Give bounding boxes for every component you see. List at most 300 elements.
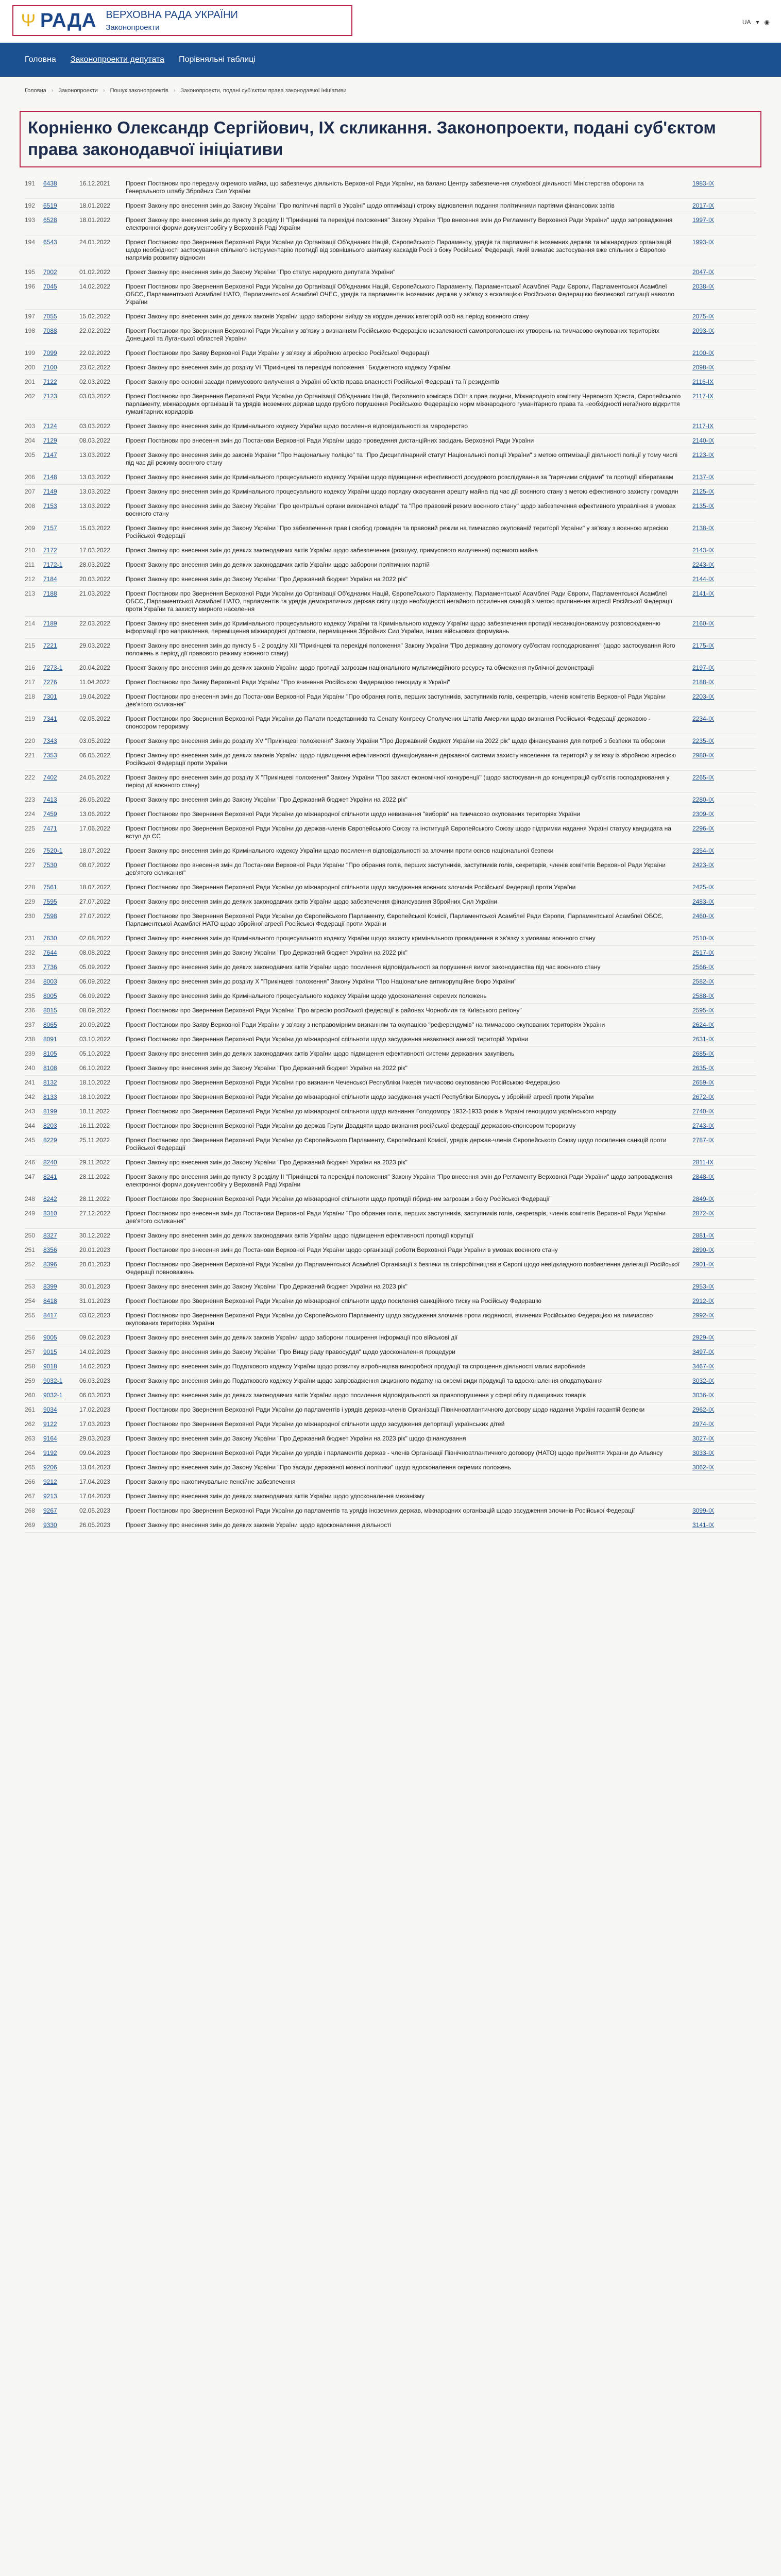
registration-number-link[interactable]: 9032-1 <box>43 1392 63 1399</box>
registration-number-link[interactable]: 7055 <box>43 313 57 320</box>
registration-number-link[interactable]: 7148 <box>43 473 57 481</box>
act-number-link[interactable]: 2566-IX <box>692 963 715 971</box>
registration-date: 03.10.2022 <box>79 1036 111 1043</box>
nav-item-home[interactable]: Головна <box>25 55 56 64</box>
registration-number-link[interactable]: 9015 <box>43 1348 57 1355</box>
registration-number-link[interactable]: 7301 <box>43 693 57 700</box>
row-number: 260 <box>25 1392 36 1399</box>
table-row <box>25 1280 756 1294</box>
registration-number-link[interactable]: 8065 <box>43 1021 57 1028</box>
row-number: 264 <box>25 1449 36 1456</box>
act-number-link[interactable]: 1993-IX <box>692 239 715 246</box>
row-number: 255 <box>25 1312 36 1319</box>
act-number-link[interactable]: 2517-IX <box>692 949 715 956</box>
act-number-link[interactable]: 2160-IX <box>692 620 715 627</box>
table-row <box>25 749 756 771</box>
registration-number-link[interactable]: 8105 <box>43 1050 57 1057</box>
act-number-link[interactable]: 2980-IX <box>692 752 715 759</box>
row-number: 238 <box>25 1036 36 1043</box>
registration-number-link[interactable]: 8240 <box>43 1159 57 1166</box>
registration-number-link[interactable]: 7184 <box>43 575 57 583</box>
act-number-link[interactable]: 2117-IX <box>692 422 714 430</box>
act-number-link[interactable]: 2354-IX <box>692 847 715 854</box>
registration-number-link[interactable]: 7402 <box>43 774 57 781</box>
registration-number-link[interactable]: 9032-1 <box>43 1377 63 1384</box>
row-number: 232 <box>25 949 36 956</box>
act-number-link[interactable]: 2075-IX <box>692 313 715 320</box>
registration-number-link[interactable]: 6543 <box>43 239 57 246</box>
registration-number-link[interactable]: 9018 <box>43 1363 57 1370</box>
breadcrumb-item-bills[interactable]: Законопроекти <box>58 88 98 94</box>
registration-number-link[interactable]: 8327 <box>43 1232 57 1239</box>
act-number-link[interactable]: 2811-IX <box>692 1159 714 1166</box>
row-number: 192 <box>25 202 36 209</box>
row-number: 253 <box>25 1283 36 1290</box>
breadcrumb-item-current: Законопроекти, подані суб'єктом права законодавчої ініціативи <box>180 88 347 94</box>
act-number-link[interactable]: 2143-IX <box>692 547 715 554</box>
table-row <box>25 1417 756 1432</box>
table-row <box>25 1446 756 1461</box>
bill-title: Проект Закону про внесення змін до деяких законодавчих актів України щодо підвищення ефективності системи державних закупівель <box>126 1050 515 1057</box>
registration-date: 26.05.2022 <box>79 796 111 803</box>
registration-date: 11.04.2022 <box>79 679 110 686</box>
act-number-link[interactable]: 2912-IX <box>692 1297 715 1304</box>
registration-number-link[interactable]: 7002 <box>43 268 57 276</box>
act-number-link[interactable]: 2423-IX <box>692 861 715 869</box>
bill-title: Проект Постанови про Заяву Верховної Ради України у зв'язку з неправомірним визнанням та окупацією "референдумів" на тимчасово окупованих територіях України <box>126 1021 605 1028</box>
bill-title: Проект Закону про внесення змін до Закону України "Про забезпечення прав і свобод громадян та правовий режим на тимчасово окупованій території України" у зв'язку з воєнною агресією Російської Федерації <box>126 524 669 539</box>
row-number: 235 <box>25 992 36 999</box>
act-number-link[interactable]: 3062-IX <box>692 1464 715 1471</box>
registration-number-link[interactable]: 7189 <box>43 620 57 627</box>
registration-number-link[interactable]: 7341 <box>43 715 57 722</box>
act-number-link[interactable]: 2100-IX <box>692 349 715 357</box>
act-number-link[interactable]: 2116-IX <box>692 378 714 385</box>
registration-date: 24.01.2022 <box>79 239 111 246</box>
registration-date: 17.03.2022 <box>79 547 111 554</box>
registration-number-link[interactable]: 7147 <box>43 451 57 459</box>
bill-title: Проект Закону про внесення змін до деяких законодавчих актів України щодо заборони політичних партій <box>126 561 430 568</box>
table-row <box>25 1018 756 1032</box>
row-number: 254 <box>25 1297 36 1304</box>
act-number-link[interactable]: 2098-IX <box>692 364 715 371</box>
bill-title: Проект Закону про внесення змін до деяких законодавчих актів України щодо посилення відповідальності за порушення вимог законодавства під час воєнного стану <box>126 963 601 971</box>
row-number: 195 <box>25 268 36 276</box>
site-subtitle: Законопроекти <box>106 23 160 32</box>
row-number: 204 <box>25 437 36 444</box>
bill-title: Проект Постанови про внесення змін до Постанови Верховної Ради України щодо організації роботи Верховної Ради України в умовах воєнного стану <box>126 1246 558 1253</box>
bill-title: Проект Закону про внесення змін до Закону України "Про Державний бюджет України на 2022 рік" <box>126 796 408 803</box>
table-row <box>25 617 756 639</box>
registration-date: 08.08.2022 <box>79 949 111 956</box>
registration-number-link[interactable]: 7530 <box>43 861 57 869</box>
act-number-link[interactable]: 3099-IX <box>692 1507 715 1514</box>
registration-number-link[interactable]: 9212 <box>43 1478 57 1485</box>
table-row <box>25 675 756 690</box>
act-number-link[interactable]: 2093-IX <box>692 327 715 334</box>
bill-title: Проект Закону про внесення змін до деяких законів України щодо заборони виїзду за кордон деяких категорій осіб на період воєнного стану <box>126 313 529 320</box>
registration-date: 31.01.2023 <box>79 1297 111 1304</box>
breadcrumb-separator: › <box>173 88 176 94</box>
table-row <box>25 1432 756 1446</box>
registration-date: 18.07.2022 <box>79 847 111 854</box>
bill-title: Проект Закону про внесення змін до розділу X "Прикінцеві положення" Закону України "Про захист економічної конкуренції" (щодо застосування до концентрацій суб'єктів господарювання у період дії воєнного стану) <box>126 774 670 789</box>
breadcrumb-item-search[interactable]: Пошук законопроектів <box>110 88 168 94</box>
registration-number-link[interactable]: 8242 <box>43 1195 57 1202</box>
registration-number-link[interactable]: 7100 <box>43 364 57 371</box>
table-row <box>25 1170 756 1192</box>
registration-date: 15.02.2022 <box>79 313 111 320</box>
row-number: 258 <box>25 1363 36 1370</box>
row-number: 231 <box>25 935 36 942</box>
bill-title: Проект Постанови про Звернення Верховної Ради України до міжнародної спільноти щодо невизнання "виборів" на тимчасово окупованих територіях України <box>126 810 581 818</box>
bill-title: Проект Закону про внесення змін до Закону України "Про Державний бюджет України на 2023 рік" <box>126 1283 408 1290</box>
registration-number-link[interactable]: 8133 <box>43 1093 57 1100</box>
registration-date: 20.01.2023 <box>79 1246 111 1253</box>
registration-number-link[interactable]: 7413 <box>43 796 57 803</box>
bill-title: Проект Постанови про Звернення Верховної Ради України до Європейського Парламенту щодо засудження злочинів проти людяності, вчинених Російською Федерацією на тимчасово окупованих територіях України <box>126 1312 653 1327</box>
table-row <box>25 1258 756 1280</box>
registration-number-link[interactable]: 9267 <box>43 1507 57 1514</box>
registration-number-link[interactable]: 8229 <box>43 1137 57 1144</box>
registration-date: 18.10.2022 <box>79 1079 111 1086</box>
act-number-link[interactable]: 2740-IX <box>692 1108 715 1115</box>
registration-number-link[interactable]: 7045 <box>43 283 57 290</box>
act-number-link[interactable]: 3033-IX <box>692 1449 715 1456</box>
registration-date: 20.03.2022 <box>79 575 111 583</box>
table-row <box>25 1388 756 1403</box>
act-number-link[interactable]: 2265-IX <box>692 774 715 781</box>
table-row <box>25 346 756 361</box>
row-number: 251 <box>25 1246 36 1253</box>
bill-title: Проект Постанови про Звернення Верховної Ради України до Парламентської Асамблеї Організації з безпеки та співробітництва в Європі щодо невідкладного позбавлення делегації Російської Федерації повноважень <box>126 1261 680 1276</box>
row-number: 216 <box>25 664 36 671</box>
act-number-link[interactable]: 2234-IX <box>692 715 715 722</box>
site-logo[interactable] <box>12 5 352 36</box>
act-number-link[interactable]: 2685-IX <box>692 1050 715 1057</box>
registration-number-link[interactable]: 8241 <box>43 1173 57 1180</box>
registration-date: 26.05.2023 <box>79 1521 111 1529</box>
registration-number-link[interactable]: 9213 <box>43 1493 57 1500</box>
act-number-link[interactable]: 3467-IX <box>692 1363 715 1370</box>
act-number-link[interactable]: 2460-IX <box>692 912 715 920</box>
registration-number-link[interactable]: 8091 <box>43 1036 57 1043</box>
row-number: 203 <box>25 422 36 430</box>
registration-number-link[interactable]: 8005 <box>43 992 57 999</box>
table-row <box>25 1475 756 1489</box>
act-number-link[interactable]: 2849-IX <box>692 1195 715 1202</box>
registration-number-link[interactable]: 8108 <box>43 1064 57 1072</box>
registration-number-link[interactable]: 8399 <box>43 1283 57 1290</box>
bill-title: Проект Постанови про Звернення Верховної Ради України "Про агресію російської федерації в районах Чорнобиля та Київського регіону" <box>126 1007 522 1014</box>
registration-number-link[interactable]: 8396 <box>43 1261 57 1268</box>
act-number-link[interactable]: 2138-IX <box>692 524 715 532</box>
bill-title: Проект Закону про внесення змін до Закону України "Про центральні органи виконавчої влади" та "Про правовий режим воєнного стану" щодо забезпечення ефективного управління в умовах воєнного стану <box>126 502 676 517</box>
row-number: 194 <box>25 239 36 246</box>
act-number-link[interactable]: 2296-IX <box>692 825 715 832</box>
act-number-link[interactable]: 1983-IX <box>692 180 715 187</box>
registration-number-link[interactable]: 7122 <box>43 378 57 385</box>
bill-title: Проект Постанови про Звернення Верховної Ради України до Організації Об'єднаних Націй, Європейського Парламенту, Парламентської Асамблеї Ради Європи, Парламентської Асамблеї ОБСЄ, Парламентської Асамблеї НАТО, парламентів та урядів демократичних держав світу щодо необхідності негайного посилення санкцій з метою припинення агресії Російської Федерації проти України та захисту мирного населення <box>126 590 673 613</box>
act-number-link[interactable]: 2582-IX <box>692 978 715 985</box>
act-number-link[interactable]: 3027-IX <box>692 1435 715 1442</box>
registration-number-link[interactable]: 7459 <box>43 810 57 818</box>
row-number: 247 <box>25 1173 36 1180</box>
nav-item-comparison-tables[interactable]: Порівняльні таблиці <box>179 55 256 64</box>
registration-number-link[interactable]: 9005 <box>43 1334 57 1341</box>
bill-title: Проект Постанови про Заяву Верховної Ради України "Про вчинення Російською Федерацією геноциду в Україні" <box>126 679 450 686</box>
registration-date: 25.11.2022 <box>79 1137 110 1144</box>
act-number-link[interactable]: 2235-IX <box>692 737 715 744</box>
table-row <box>25 1360 756 1374</box>
registration-number-link[interactable]: 7088 <box>43 327 57 334</box>
registration-date: 06.10.2022 <box>79 1064 111 1072</box>
table-row <box>25 1461 756 1475</box>
registration-number-link[interactable]: 9034 <box>43 1406 57 1413</box>
chevron-down-icon[interactable]: ▾ <box>756 19 759 26</box>
act-number-link[interactable]: 2743-IX <box>692 1122 715 1129</box>
registration-number-link[interactable]: 8132 <box>43 1079 57 1086</box>
registration-date: 08.03.2022 <box>79 437 111 444</box>
row-number: 224 <box>25 810 36 818</box>
table-row <box>25 1489 756 1504</box>
act-number-link[interactable]: 2962-IX <box>692 1406 715 1413</box>
registration-number-link[interactable]: 7188 <box>43 590 57 597</box>
act-number-link[interactable]: 2588-IX <box>692 992 715 999</box>
table-row <box>25 1294 756 1309</box>
act-number-link[interactable]: 2197-IX <box>692 664 715 671</box>
registration-date: 13.03.2022 <box>79 451 111 459</box>
act-number-link[interactable]: 2787-IX <box>692 1137 715 1144</box>
table-row <box>25 1032 756 1047</box>
table-row <box>25 177 756 199</box>
registration-number-link[interactable]: 7221 <box>43 642 57 649</box>
registration-number-link[interactable]: 7273-1 <box>43 664 63 671</box>
act-number-link[interactable]: 1997-IX <box>692 216 715 224</box>
registration-date: 17.02.2023 <box>79 1406 111 1413</box>
row-number: 239 <box>25 1050 36 1057</box>
registration-number-link[interactable]: 9192 <box>43 1449 57 1456</box>
bill-title: Проект Закону про внесення змін до розділу VI "Прикінцеві та перехідні положення" Бюджетного кодексу України <box>126 364 451 371</box>
act-number-link[interactable]: 2631-IX <box>692 1036 715 1043</box>
act-number-link[interactable]: 2123-IX <box>692 451 715 459</box>
registration-number-link[interactable]: 7736 <box>43 963 57 971</box>
row-number: 221 <box>25 752 36 759</box>
bill-title: Проект Постанови про Звернення Верховної Ради України до Організації Об'єднаних Націй, Європейського Парламенту, Парламентської Асамблеї Ради Європи, Парламентської Асамблеї ОБСЄ, Парламентської Асамблеї НАТО, Парламентської Асамблеї ОЧЕС, урядів та парламентів іноземних держав у зв'язку з ескалацією Російською Федерацією безпекової ситуації навколо України <box>126 283 675 306</box>
registration-number-link[interactable]: 7343 <box>43 737 57 744</box>
table-row <box>25 661 756 675</box>
registration-date: 28.03.2022 <box>79 561 111 568</box>
row-number: 249 <box>25 1210 36 1217</box>
act-number-link[interactable]: 2203-IX <box>692 693 715 700</box>
act-number-link[interactable]: 2510-IX <box>692 935 715 942</box>
registration-number-link[interactable]: 7644 <box>43 949 57 956</box>
act-number-link[interactable]: 3141-IX <box>692 1521 715 1529</box>
registration-number-link[interactable]: 7595 <box>43 898 57 905</box>
act-number-link[interactable]: 2595-IX <box>692 1007 715 1014</box>
act-number-link[interactable]: 2144-IX <box>692 575 715 583</box>
registration-number-link[interactable]: 7129 <box>43 437 57 444</box>
registration-number-link[interactable]: 7123 <box>43 393 57 400</box>
registration-number-link[interactable]: 9164 <box>43 1435 57 1442</box>
act-number-link[interactable]: 2137-IX <box>692 473 715 481</box>
bills-table <box>25 177 756 1533</box>
act-number-link[interactable]: 2188-IX <box>692 679 715 686</box>
bill-title: Проект Закону про внесення змін до деяких законів України щодо підвищення ефективності функціонування державної системи захисту населення та територій у зв'язку із збройною агресією Російської Федерації проти України <box>126 752 676 767</box>
bill-title: Проект Постанови про Звернення Верховної Ради України до Європейського Парламенту, Європейської Комісії, Парламентської Асамблеї Ради Європи, Парламентської Асамблеї ОБСЄ, Парламентської Асамблеї НАТО щодо збройної агресії Російської Федерації проти України <box>126 912 664 927</box>
registration-number-link[interactable]: 8003 <box>43 978 57 985</box>
act-number-link[interactable]: 2659-IX <box>692 1079 715 1086</box>
act-number-link[interactable]: 2929-IX <box>692 1334 715 1341</box>
registration-date: 17.04.2023 <box>79 1478 111 1485</box>
act-number-link[interactable]: 2125-IX <box>692 488 715 495</box>
act-number-link[interactable]: 2890-IX <box>692 1246 715 1253</box>
registration-number-link[interactable]: 9122 <box>43 1420 57 1428</box>
act-number-link[interactable]: 2901-IX <box>692 1261 715 1268</box>
act-number-link[interactable]: 2881-IX <box>692 1232 715 1239</box>
registration-number-link[interactable]: 7172-1 <box>43 561 63 568</box>
row-number: 228 <box>25 884 36 891</box>
bill-title: Проект Закону про внесення змін до Кримінального процесуального кодексу України щодо удосконалення окремих положень <box>126 992 487 999</box>
bill-title: Проект Закону про внесення змін до Закону України "Про Державний бюджет України на 2022 рік" <box>126 1064 408 1072</box>
act-number-link[interactable]: 2117-IX <box>692 393 714 400</box>
registration-date: 05.09.2022 <box>79 963 111 971</box>
registration-number-link[interactable]: 8418 <box>43 1297 57 1304</box>
row-number: 236 <box>25 1007 36 1014</box>
registration-number-link[interactable]: 7630 <box>43 935 57 942</box>
registration-date: 28.11.2022 <box>79 1195 110 1202</box>
act-number-link[interactable]: 2872-IX <box>692 1210 715 1217</box>
registration-date: 09.04.2023 <box>79 1449 111 1456</box>
registration-number-link[interactable]: 7157 <box>43 524 57 532</box>
registration-number-link[interactable]: 9330 <box>43 1521 57 1529</box>
registration-number-link[interactable]: 7149 <box>43 488 57 495</box>
bill-title: Проект Закону про внесення змін до Податкового кодексу України щодо запровадження акцизного податку на окремі види продукції та вдосконалення оподаткування <box>126 1377 603 1384</box>
table-row <box>25 895 756 909</box>
act-number-link[interactable]: 2974-IX <box>692 1420 715 1428</box>
row-number: 209 <box>25 524 36 532</box>
registration-date: 02.05.2022 <box>79 715 111 722</box>
act-number-link[interactable]: 2672-IX <box>692 1093 715 1100</box>
registration-number-link[interactable]: 8203 <box>43 1122 57 1129</box>
act-number-link[interactable]: 3032-IX <box>692 1377 715 1384</box>
breadcrumb-item-home[interactable]: Головна <box>25 88 46 94</box>
bill-title: Проект Постанови про внесення змін до Постанови Верховної Ради України щодо проведення дистанційних засідань Верховної Ради України <box>126 437 534 444</box>
registration-number-link[interactable]: 7099 <box>43 349 57 357</box>
nav-item-deputy-bills[interactable]: Законопроекти депутата <box>70 55 165 64</box>
act-number-link[interactable]: 2038-IX <box>692 283 715 290</box>
act-number-link[interactable]: 2280-IX <box>692 796 715 803</box>
act-number-link[interactable]: 2425-IX <box>692 884 715 891</box>
row-number: 266 <box>25 1478 36 1485</box>
table-row <box>25 1061 756 1076</box>
row-number: 215 <box>25 642 36 649</box>
registration-number-link[interactable]: 7471 <box>43 825 57 832</box>
eye-icon[interactable]: ◉ <box>764 19 770 26</box>
bill-title: Проект Закону про внесення змін до законів України "Про Національну поліцію" та "Про Дисциплінарний статут Національної поліції України" з метою оптимізації діяльності поліції у тому числі під час дії режиму воєнного стану <box>126 451 678 466</box>
registration-date: 05.10.2022 <box>79 1050 111 1057</box>
act-number-link[interactable]: 2624-IX <box>692 1021 715 1028</box>
registration-number-link[interactable]: 7153 <box>43 502 57 510</box>
bill-title: Проект Закону про внесення змін до пункту 5 - 2 розділу XII "Прикінцеві та перехідні положення" Закону України "Про державну допомогу суб'єктам господарювання" (щодо застосування його положень в період дії правового режиму воєнного стану) <box>126 642 675 657</box>
table-row <box>25 1047 756 1061</box>
row-number: 242 <box>25 1093 36 1100</box>
bill-title: Проект Закону про внесення змін до пункту 3 розділу II "Прикінцеві та перехідні положення" Закону України "Про внесення змін до Регламенту Верховної Ради України" щодо запровадження електронної форми документообігу у Верховній Раді України <box>126 216 673 231</box>
registration-number-link[interactable]: 8356 <box>43 1246 57 1253</box>
act-number-link[interactable]: 2175-IX <box>692 642 715 649</box>
registration-number-link[interactable]: 6519 <box>43 202 57 209</box>
act-number-link[interactable]: 2140-IX <box>692 437 715 444</box>
act-number-link[interactable]: 2953-IX <box>692 1283 715 1290</box>
registration-number-link[interactable]: 7520-1 <box>43 847 63 854</box>
table-row <box>25 265 756 280</box>
registration-number-link[interactable]: 7276 <box>43 679 57 686</box>
act-number-link[interactable]: 2483-IX <box>692 898 715 905</box>
registration-number-link[interactable]: 8199 <box>43 1108 57 1115</box>
table-row <box>25 1119 756 1133</box>
registration-date: 20.09.2022 <box>79 1021 111 1028</box>
act-number-link[interactable]: 2243-IX <box>692 561 715 568</box>
row-number: 206 <box>25 473 36 481</box>
registration-number-link[interactable]: 8015 <box>43 1007 57 1014</box>
row-number: 202 <box>25 393 36 400</box>
table-row <box>25 419 756 434</box>
act-number-link[interactable]: 2635-IX <box>692 1064 715 1072</box>
bill-title: Проект Постанови про Звернення Верховної Ради України до міжнародної спільноти щодо визнання Голодомору 1932-1933 років в Україні геноцидом українського народу <box>126 1108 617 1115</box>
act-number-link[interactable]: 2309-IX <box>692 810 715 818</box>
act-number-link[interactable]: 2848-IX <box>692 1173 715 1180</box>
registration-number-link[interactable]: 7353 <box>43 752 57 759</box>
act-number-link[interactable]: 2017-IX <box>692 202 715 209</box>
registration-date: 17.03.2023 <box>79 1420 111 1428</box>
bill-title: Проект Закону про внесення змін до Кримінального процесуального кодексу України щодо підвищення ефективності досудового розслідування за "гарячими слідами" та протидії кібератакам <box>126 473 673 481</box>
registration-number-link[interactable]: 6528 <box>43 216 57 224</box>
registration-number-link[interactable]: 6438 <box>43 180 57 187</box>
registration-number-link[interactable]: 7598 <box>43 912 57 920</box>
act-number-link[interactable]: 2047-IX <box>692 268 715 276</box>
bill-title: Проект Закону про внесення змін до деяких законодавчих актів України щодо забезпечення (розшуку, примусового вилучення) окремого майна <box>126 547 538 554</box>
registration-date: 02.03.2022 <box>79 378 111 385</box>
bill-title: Проект Закону про внесення змін до Закону України "Про політичні партії в Україні" щодо оптимізації строку відновлення подання політичними партіями фінансових звітів <box>126 202 615 209</box>
table-row <box>25 1133 756 1156</box>
top-right-controls <box>742 19 770 26</box>
registration-date: 03.05.2022 <box>79 737 111 744</box>
table-row <box>25 771 756 793</box>
table-row <box>25 946 756 960</box>
act-number-link[interactable]: 3036-IX <box>692 1392 715 1399</box>
table-row <box>25 310 756 324</box>
registration-date: 24.05.2022 <box>79 774 111 781</box>
act-number-link[interactable]: 2141-IX <box>692 590 715 597</box>
table-row <box>25 807 756 822</box>
act-number-link[interactable]: 2135-IX <box>692 502 715 510</box>
registration-number-link[interactable]: 7124 <box>43 422 57 430</box>
registration-number-link[interactable]: 9206 <box>43 1464 57 1471</box>
registration-number-link[interactable]: 7561 <box>43 884 57 891</box>
registration-date: 13.04.2023 <box>79 1464 111 1471</box>
registration-number-link[interactable]: 7172 <box>43 547 57 554</box>
row-number: 233 <box>25 963 36 971</box>
registration-number-link[interactable]: 8310 <box>43 1210 57 1217</box>
registration-number-link[interactable]: 8417 <box>43 1312 57 1319</box>
registration-date: 06.03.2023 <box>79 1392 111 1399</box>
act-number-link[interactable]: 2992-IX <box>692 1312 715 1319</box>
language-switch[interactable]: UA <box>742 19 751 26</box>
table-row <box>25 844 756 858</box>
row-number: 210 <box>25 547 36 554</box>
act-number-link[interactable]: 3497-IX <box>692 1348 715 1355</box>
row-number: 248 <box>25 1195 36 1202</box>
